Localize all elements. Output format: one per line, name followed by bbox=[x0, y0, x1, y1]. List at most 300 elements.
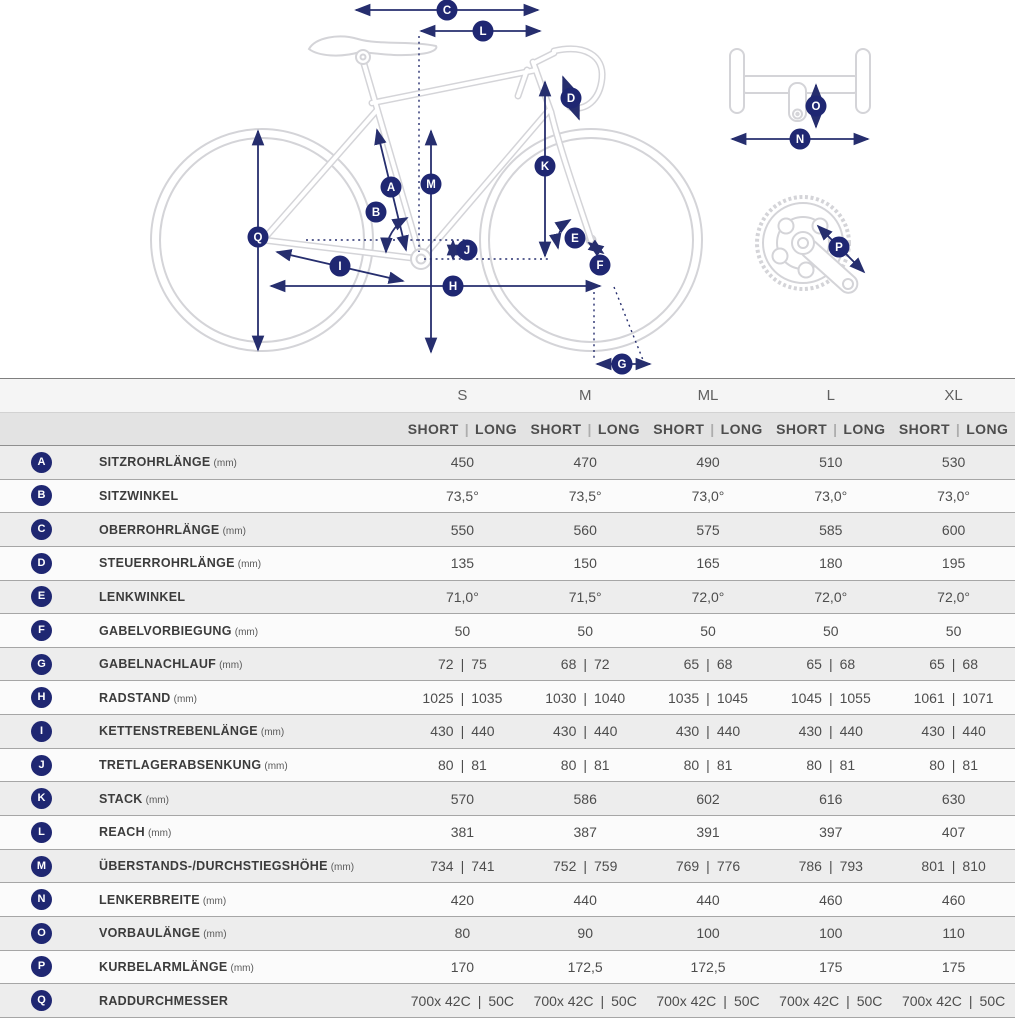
value-cell bbox=[769, 446, 892, 479]
value-separator: | bbox=[706, 757, 710, 774]
size-col-ml: ML bbox=[697, 387, 719, 404]
value: 80 bbox=[454, 925, 471, 942]
row-label: LENKERBREITE (mm) bbox=[99, 892, 227, 907]
svg-text:P: P bbox=[835, 242, 843, 254]
value-cell bbox=[647, 446, 770, 479]
row-letter-badge: P bbox=[31, 956, 52, 977]
value-short: 68 bbox=[560, 656, 577, 673]
value-separator: | bbox=[706, 656, 710, 673]
diagram-badge-g-icon bbox=[612, 354, 633, 375]
row-header bbox=[0, 648, 401, 681]
value-short: 65 bbox=[929, 656, 945, 673]
value-short: 1025 bbox=[422, 689, 454, 706]
value-long: 68 bbox=[962, 656, 978, 673]
value-short: 786 bbox=[798, 858, 822, 874]
value-cell bbox=[401, 917, 524, 950]
value: 560 bbox=[573, 521, 597, 538]
diagram-badge-o-icon bbox=[806, 96, 827, 117]
value-cell bbox=[647, 951, 770, 984]
value-long: 440 bbox=[716, 723, 741, 740]
table-row bbox=[0, 547, 1015, 581]
value-short: 752 bbox=[553, 858, 577, 874]
row-header bbox=[0, 614, 401, 647]
value-long: 1045 bbox=[716, 689, 748, 706]
row-label: OBERROHRLÄNGE (mm) bbox=[99, 522, 246, 537]
bike-line-art bbox=[151, 36, 702, 351]
value-cell bbox=[401, 782, 524, 815]
value-separator: | bbox=[951, 757, 956, 774]
value-separator: | bbox=[951, 689, 956, 706]
value-cell bbox=[524, 513, 647, 546]
value: 100 bbox=[696, 925, 720, 942]
row-label: KETTENSTREBENLÄNGE (mm) bbox=[99, 724, 285, 739]
row-unit: (mm) bbox=[213, 458, 237, 470]
value-separator: | bbox=[828, 858, 833, 874]
diagram-badge-d-icon bbox=[561, 88, 582, 109]
value: 172,5 bbox=[690, 958, 726, 975]
value-separator: | bbox=[583, 689, 588, 706]
value-short: 801 bbox=[921, 858, 945, 874]
svg-text:B: B bbox=[371, 207, 381, 219]
row-unit: (mm) bbox=[145, 794, 169, 806]
table-row bbox=[0, 782, 1015, 816]
value-separator: | bbox=[583, 656, 588, 673]
value: 110 bbox=[942, 925, 965, 942]
diagram-badge-c-icon bbox=[437, 0, 458, 21]
row-unit: (mm) bbox=[264, 761, 288, 773]
value-long: 50C bbox=[488, 992, 515, 1009]
row-label: SITZROHRLÄNGE (mm) bbox=[99, 455, 237, 470]
value-long: 50C bbox=[733, 992, 760, 1009]
value-separator: | bbox=[951, 723, 956, 740]
svg-text:K: K bbox=[540, 161, 550, 173]
saddle bbox=[309, 36, 436, 55]
svg-text:Q: Q bbox=[253, 232, 263, 244]
value-cell bbox=[769, 715, 892, 748]
row-label: LENKWINKEL bbox=[99, 589, 186, 604]
value-cell bbox=[892, 446, 1015, 479]
row-label: TRETLAGERABSENKUNG (mm) bbox=[99, 758, 288, 773]
row-unit: (mm) bbox=[237, 559, 262, 571]
row-unit: (mm) bbox=[230, 962, 254, 974]
row-header bbox=[0, 446, 401, 479]
value-cell bbox=[892, 951, 1015, 984]
value-cell bbox=[401, 681, 524, 714]
value-short: 65 bbox=[683, 656, 700, 673]
value-cell bbox=[524, 749, 647, 782]
svg-text:E: E bbox=[571, 233, 579, 245]
table-row bbox=[0, 984, 1015, 1018]
value: 630 bbox=[941, 790, 966, 807]
fit-long-label: LONG bbox=[475, 421, 518, 437]
value-cell bbox=[647, 984, 770, 1017]
value-long: 50C bbox=[611, 992, 637, 1009]
value-long: 1071 bbox=[962, 689, 994, 706]
value-separator: | bbox=[706, 723, 710, 740]
fit-col bbox=[524, 413, 647, 445]
value-cell bbox=[647, 715, 770, 748]
value-cell bbox=[892, 749, 1015, 782]
value: 175 bbox=[819, 958, 843, 975]
value-cell bbox=[401, 581, 524, 614]
value-cell bbox=[401, 480, 524, 513]
value-short: 430 bbox=[921, 723, 945, 740]
value-short: 734 bbox=[430, 858, 454, 874]
row-letter-badge: I bbox=[31, 721, 52, 742]
size-col-xl: XL bbox=[944, 387, 963, 404]
value-short: 769 bbox=[675, 858, 700, 874]
row-letter-badge: F bbox=[31, 620, 52, 641]
value-cell bbox=[524, 648, 647, 681]
value-separator: | bbox=[968, 992, 973, 1009]
value-long: 440 bbox=[839, 723, 863, 740]
value-separator: | bbox=[828, 723, 833, 740]
value-short: 700x 42C bbox=[410, 992, 471, 1009]
row-header bbox=[0, 547, 401, 580]
row-label: ÜBERSTANDS-/DURCHSTIEGSHÖHE (mm) bbox=[99, 859, 355, 873]
row-unit: (mm) bbox=[202, 895, 227, 907]
svg-text:N: N bbox=[795, 134, 805, 146]
value: 50 bbox=[577, 622, 593, 639]
row-label: RADDURCHMESSER bbox=[99, 993, 229, 1008]
row-letter-badge: D bbox=[31, 553, 52, 574]
row-unit: (mm) bbox=[219, 660, 243, 672]
geometry-table-body bbox=[0, 446, 1015, 1018]
value: 73,0° bbox=[691, 487, 725, 504]
value-cell bbox=[524, 917, 647, 950]
value-separator: | bbox=[828, 757, 833, 774]
value-cell bbox=[524, 480, 647, 513]
value-cell bbox=[892, 480, 1015, 513]
value: 172,5 bbox=[567, 958, 603, 975]
row-header bbox=[0, 513, 401, 546]
svg-text:M: M bbox=[426, 179, 436, 191]
value-long: 440 bbox=[962, 723, 986, 740]
table-row bbox=[0, 883, 1015, 917]
row-unit: (mm) bbox=[330, 862, 355, 873]
value: 381 bbox=[450, 824, 475, 841]
fit-short-label: SHORT bbox=[776, 421, 828, 437]
row-unit: (mm) bbox=[203, 929, 227, 941]
value: 90 bbox=[577, 925, 593, 942]
value-cell bbox=[524, 782, 647, 815]
value-long: 1055 bbox=[839, 689, 871, 706]
table-row bbox=[0, 513, 1015, 547]
value-cell bbox=[892, 816, 1015, 849]
value: 135 bbox=[450, 555, 475, 572]
fit-long-label: LONG bbox=[720, 421, 763, 437]
value: 73,5° bbox=[445, 487, 479, 504]
row-letter-badge: M bbox=[31, 856, 52, 877]
value-cell bbox=[769, 917, 892, 950]
fit-col bbox=[401, 413, 524, 445]
value-cell bbox=[401, 816, 524, 849]
value-cell bbox=[892, 917, 1015, 950]
value: 72,0° bbox=[814, 588, 848, 605]
value-cell bbox=[769, 547, 892, 580]
value-cell bbox=[769, 581, 892, 614]
value-separator: | bbox=[951, 656, 956, 673]
value: 460 bbox=[941, 891, 966, 908]
diagram-badge-j-icon bbox=[457, 240, 478, 261]
diagram-badge-m-icon bbox=[421, 174, 442, 195]
value-cell bbox=[769, 513, 892, 546]
value: 586 bbox=[573, 790, 597, 807]
value-cell bbox=[401, 951, 524, 984]
value-separator: | bbox=[583, 858, 588, 874]
value-long: 81 bbox=[839, 757, 856, 774]
value-cell bbox=[401, 547, 524, 580]
value-cell bbox=[647, 681, 770, 714]
diagram-badge-i-icon bbox=[330, 256, 351, 277]
value-cell bbox=[892, 782, 1015, 815]
value-short: 700x 42C bbox=[656, 992, 717, 1009]
value-long: 741 bbox=[471, 858, 495, 874]
size-col-l: L bbox=[826, 387, 835, 404]
value-short: 430 bbox=[430, 723, 454, 740]
table-row bbox=[0, 480, 1015, 514]
value-cell bbox=[892, 715, 1015, 748]
value-short: 1061 bbox=[913, 689, 945, 706]
size-col-m: M bbox=[578, 387, 592, 404]
value-short: 430 bbox=[675, 723, 700, 740]
value-cell bbox=[647, 581, 770, 614]
row-header bbox=[0, 715, 401, 748]
svg-text:A: A bbox=[386, 182, 396, 194]
value-separator: | bbox=[951, 858, 956, 874]
row-label: SITZWINKEL bbox=[99, 488, 179, 503]
value-separator: | bbox=[583, 723, 588, 740]
value: 150 bbox=[573, 555, 597, 572]
size-header-spacer bbox=[0, 379, 401, 412]
value: 420 bbox=[450, 891, 475, 908]
value-separator: | bbox=[828, 656, 833, 673]
value: 530 bbox=[941, 454, 966, 471]
fit-long-label: LONG bbox=[843, 421, 886, 437]
svg-text:C: C bbox=[442, 5, 452, 17]
value: 460 bbox=[819, 891, 843, 908]
value-short: 430 bbox=[798, 723, 822, 740]
value: 585 bbox=[819, 521, 843, 538]
value: 71,5° bbox=[568, 588, 602, 605]
svg-text:G: G bbox=[617, 359, 627, 371]
value-long: 50C bbox=[856, 992, 883, 1009]
value-cell bbox=[401, 446, 524, 479]
value-cell bbox=[647, 614, 770, 647]
value: 387 bbox=[573, 824, 597, 841]
value-long: 440 bbox=[594, 723, 618, 740]
value-separator: | bbox=[723, 992, 727, 1009]
value-cell bbox=[524, 614, 647, 647]
diagram-badge-b-icon bbox=[366, 202, 387, 223]
row-unit: (mm) bbox=[147, 828, 172, 840]
value-short: 80 bbox=[560, 757, 577, 774]
svg-text:H: H bbox=[448, 281, 458, 293]
value-cell bbox=[401, 984, 524, 1017]
fit-long-label: LONG bbox=[597, 421, 640, 437]
value: 550 bbox=[450, 521, 475, 538]
value-cell bbox=[647, 749, 770, 782]
row-label: STEUERROHRLÄNGE (mm) bbox=[99, 556, 262, 571]
value-cell bbox=[769, 749, 892, 782]
value: 616 bbox=[819, 790, 843, 807]
fit-header-spacer bbox=[0, 413, 401, 445]
table-row bbox=[0, 614, 1015, 648]
value-cell bbox=[401, 513, 524, 546]
value: 440 bbox=[696, 891, 720, 908]
row-label: RADSTAND (mm) bbox=[99, 690, 197, 705]
value-cell bbox=[524, 850, 647, 883]
row-header bbox=[0, 984, 401, 1017]
row-header bbox=[0, 951, 401, 984]
row-letter-badge: L bbox=[31, 822, 52, 843]
fit-separator: | bbox=[955, 421, 961, 437]
value-cell bbox=[524, 715, 647, 748]
value: 510 bbox=[819, 454, 843, 471]
value-cell bbox=[524, 581, 647, 614]
table-row bbox=[0, 715, 1015, 749]
table-row bbox=[0, 951, 1015, 985]
value-cell bbox=[647, 917, 770, 950]
value: 490 bbox=[696, 454, 720, 471]
row-unit: (mm) bbox=[260, 727, 285, 739]
value: 165 bbox=[696, 555, 720, 572]
bike-geometry-diagram bbox=[0, 0, 1015, 378]
row-unit: (mm) bbox=[234, 626, 259, 638]
diagram-badge-p-icon bbox=[829, 237, 850, 258]
value-separator: | bbox=[477, 992, 482, 1009]
svg-text:J: J bbox=[463, 245, 471, 257]
value-cell bbox=[401, 715, 524, 748]
value-long: 810 bbox=[962, 858, 986, 874]
value-cell bbox=[769, 850, 892, 883]
value-cell bbox=[524, 883, 647, 916]
value: 470 bbox=[573, 454, 597, 471]
row-letter-badge: O bbox=[31, 923, 52, 944]
fit-short-label: SHORT bbox=[898, 421, 950, 437]
value-long: 75 bbox=[471, 656, 487, 673]
value-separator: | bbox=[460, 757, 465, 774]
row-label: KURBELARMLÄNGE (mm) bbox=[99, 959, 254, 974]
value-cell bbox=[647, 648, 770, 681]
value-long: 1035 bbox=[471, 689, 503, 706]
fit-short-label: SHORT bbox=[407, 421, 459, 437]
value-cell bbox=[769, 614, 892, 647]
row-label: VORBAULÄNGE (mm) bbox=[99, 926, 227, 941]
table-row bbox=[0, 581, 1015, 615]
diagram-badge-h-icon bbox=[443, 276, 464, 297]
value-short: 700x 42C bbox=[779, 992, 840, 1009]
diagram-badge-n-icon bbox=[790, 129, 811, 150]
value-separator: | bbox=[600, 992, 605, 1009]
value-cell bbox=[647, 480, 770, 513]
value-cell bbox=[524, 984, 647, 1017]
value-cell bbox=[769, 951, 892, 984]
value-short: 65 bbox=[806, 656, 822, 673]
fit-col bbox=[769, 413, 892, 445]
svg-text:I: I bbox=[338, 261, 342, 273]
value: 50 bbox=[454, 622, 471, 639]
table-row bbox=[0, 917, 1015, 951]
row-header bbox=[0, 917, 401, 950]
value-cell bbox=[769, 480, 892, 513]
table-row bbox=[0, 816, 1015, 850]
value-short: 80 bbox=[683, 757, 700, 774]
value-long: 81 bbox=[716, 757, 733, 774]
value: 50 bbox=[823, 622, 839, 639]
value-long: 440 bbox=[471, 723, 495, 740]
value-cell bbox=[892, 883, 1015, 916]
fit-col bbox=[647, 413, 770, 445]
row-header bbox=[0, 581, 401, 614]
row-label: GABELVORBIEGUNG (mm) bbox=[99, 623, 259, 638]
value-separator: | bbox=[460, 656, 465, 673]
fit-short-label: SHORT bbox=[653, 421, 705, 437]
row-letter-badge: N bbox=[31, 889, 52, 910]
value: 73,5° bbox=[568, 487, 602, 504]
value: 180 bbox=[819, 555, 843, 572]
row-label: STACK (mm) bbox=[99, 791, 169, 806]
row-header bbox=[0, 681, 401, 714]
value-separator: | bbox=[460, 689, 465, 706]
fit-separator: | bbox=[464, 421, 470, 437]
row-letter-badge: A bbox=[31, 452, 52, 473]
value: 575 bbox=[696, 521, 720, 538]
diagram-badge-l-icon bbox=[473, 21, 494, 42]
size-col-s: S bbox=[457, 387, 468, 404]
value-cell bbox=[401, 749, 524, 782]
value: 397 bbox=[819, 824, 843, 841]
value-long: 68 bbox=[839, 656, 856, 673]
value: 407 bbox=[941, 824, 966, 841]
row-label: REACH (mm) bbox=[99, 825, 172, 840]
value: 602 bbox=[696, 790, 720, 807]
table-row bbox=[0, 749, 1015, 783]
row-header bbox=[0, 883, 401, 916]
value-cell bbox=[401, 883, 524, 916]
table-row bbox=[0, 681, 1015, 715]
diagram-badge-a-icon bbox=[381, 177, 402, 198]
value-long: 81 bbox=[962, 757, 978, 774]
table-row bbox=[0, 850, 1015, 884]
diagram-badge-k-icon bbox=[535, 156, 556, 177]
value-long: 759 bbox=[594, 858, 618, 874]
value-long: 776 bbox=[716, 858, 741, 874]
row-header bbox=[0, 816, 401, 849]
svg-text:L: L bbox=[479, 26, 487, 38]
value-separator: | bbox=[460, 858, 465, 874]
value-cell bbox=[524, 446, 647, 479]
value: 73,0° bbox=[814, 487, 848, 504]
row-header bbox=[0, 782, 401, 815]
value-cell bbox=[401, 614, 524, 647]
value: 600 bbox=[941, 521, 966, 538]
value: 71,0° bbox=[445, 588, 479, 605]
diagram-badge-q-icon bbox=[248, 227, 269, 248]
value-short: 700x 42C bbox=[533, 992, 594, 1009]
value-long: 81 bbox=[471, 757, 487, 774]
value-short: 1035 bbox=[668, 689, 700, 706]
value-cell bbox=[769, 984, 892, 1017]
value-cell bbox=[524, 951, 647, 984]
diagram-badge-e-icon bbox=[565, 228, 586, 249]
value: 72,0° bbox=[691, 588, 725, 605]
fit-long-label: LONG bbox=[966, 421, 1009, 437]
value-short: 1045 bbox=[790, 689, 822, 706]
value-cell bbox=[647, 883, 770, 916]
value-long: 1040 bbox=[594, 689, 626, 706]
row-letter-badge: E bbox=[31, 586, 52, 607]
